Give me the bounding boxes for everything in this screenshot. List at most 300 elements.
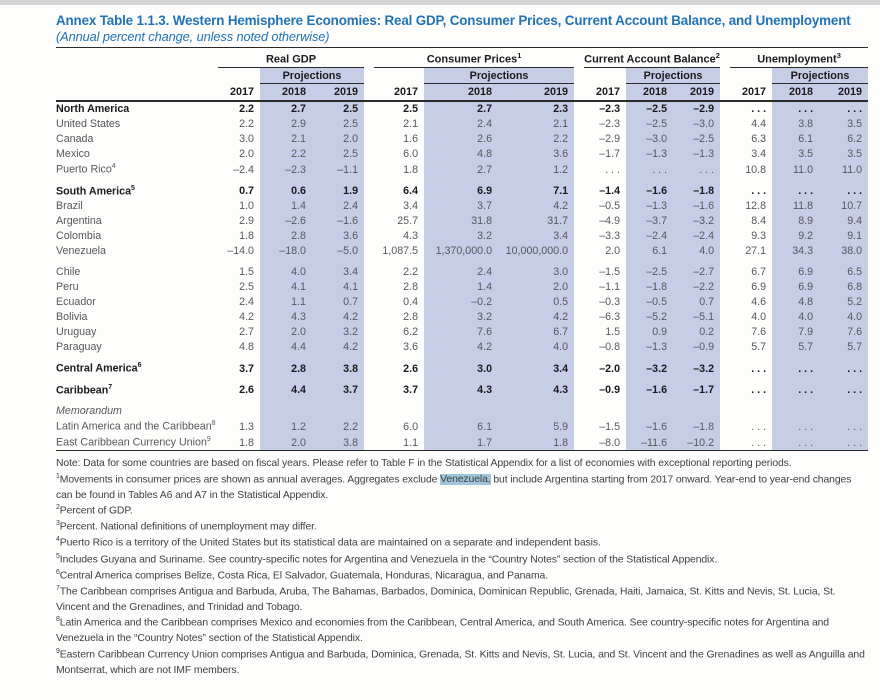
value-cell: –2.5	[626, 101, 673, 117]
value-cell: 6.3	[751, 133, 767, 146]
value-cell: 4.0	[819, 310, 868, 325]
value-cell: 11.0	[772, 162, 819, 178]
value-cell	[424, 404, 498, 419]
value-cell: –2.5	[673, 132, 720, 147]
row-label: United States	[56, 118, 121, 131]
value-cell: 4.2	[239, 311, 254, 324]
column-gap	[364, 214, 374, 229]
column-gap	[364, 310, 374, 325]
table-row	[56, 117, 868, 132]
value-cell: 2.2	[260, 147, 312, 162]
value-cell: –11.6	[626, 434, 673, 450]
year-header: 2019	[312, 83, 364, 101]
column-gap	[574, 132, 584, 147]
footnote-marker: 4	[56, 536, 60, 544]
value-cell: –1.8	[673, 183, 720, 199]
value-cell: 2.2	[239, 103, 254, 116]
footnote-marker: 6	[56, 568, 60, 576]
value-cell: 2.7	[424, 162, 498, 178]
value-cell: 2.9	[239, 215, 254, 228]
value-cell: 6.1	[626, 244, 673, 259]
column-gap	[208, 280, 218, 295]
column-gap	[208, 244, 218, 259]
value-cell: 9.2	[772, 229, 819, 244]
value-cell: 1.5	[239, 266, 254, 279]
value-cell: 2.0	[312, 132, 364, 147]
value-cell: 11.8	[772, 199, 819, 214]
value-cell: 2.3	[498, 101, 574, 117]
column-gap	[364, 325, 374, 340]
value-cell: –3.2	[626, 361, 673, 377]
value-cell: –2.3	[599, 118, 621, 131]
column-gap	[574, 295, 584, 310]
value-cell: 2.2	[312, 419, 364, 435]
group-label: Real GDP	[265, 53, 317, 66]
value-cell: 2.2	[239, 118, 254, 131]
value-cell: 3.0	[239, 133, 254, 146]
value-cell: 4.6	[751, 296, 767, 309]
value-cell: 8.4	[751, 215, 767, 228]
value-cell: 4.4	[260, 382, 312, 398]
value-cell: 7.6	[424, 325, 498, 340]
column-gap	[364, 295, 374, 310]
value-cell	[498, 404, 574, 419]
value-cell: –10.2	[673, 434, 720, 450]
value-cell: 2.1	[260, 132, 312, 147]
column-gap	[208, 48, 218, 68]
value-cell: . . .	[751, 384, 767, 397]
column-gap	[364, 382, 374, 398]
column-gap	[208, 199, 218, 214]
value-cell: 2.0	[260, 325, 312, 340]
column-gap	[574, 162, 584, 178]
column-gap	[208, 265, 218, 280]
column-gap	[574, 183, 584, 199]
value-cell: 2.5	[403, 103, 419, 116]
footnote: $^6$Central America comprises Belize, Costa Rica, El Salvador, Guatemala, Honduras, Nicaragua, and Panama.	[56, 568, 549, 582]
value-cell: 1,370,000.0	[424, 244, 498, 259]
row-label: North America	[56, 103, 130, 116]
value-cell: 6.8	[819, 280, 868, 295]
footnote: $^7$The Caribbean comprises Antigua and Barbuda, Aruba, The Bahamas, Barbados, Dominica, Dominican Republic, Grenada, Haiti, Jamaica, St. Kitts and Nevis, St. Lucia, St. Vincent and the Grenadines, and Trinidad and Tobago.	[56, 584, 836, 613]
value-cell: –1.6	[626, 382, 673, 398]
column-gap	[364, 132, 374, 147]
value-cell: 4.2	[312, 340, 364, 355]
column-gap	[208, 101, 218, 117]
value-cell: . . .	[819, 101, 868, 117]
value-cell: 10.7	[819, 199, 868, 214]
value-cell: 12.8	[745, 200, 767, 213]
value-cell	[772, 404, 819, 419]
value-cell: 6.7	[498, 325, 574, 340]
value-cell: 2.8	[260, 361, 312, 377]
value-cell: 1.4	[260, 199, 312, 214]
value-cell: 2.0	[605, 245, 621, 258]
value-cell: . . .	[751, 362, 767, 375]
row-label: Caribbean$^7$	[56, 383, 113, 397]
column-gap	[208, 214, 218, 229]
row-label: Colombia	[56, 230, 102, 243]
column-gap	[574, 147, 584, 162]
value-cell: –0.5	[599, 200, 621, 213]
value-cell: 34.3	[772, 244, 819, 259]
group-header-row	[56, 48, 868, 68]
value-cell: 1.8	[239, 230, 254, 243]
column-gap	[720, 382, 730, 398]
value-cell: 4.0	[498, 340, 574, 355]
value-cell: –3.0	[626, 132, 673, 147]
value-cell: 4.4	[751, 118, 767, 131]
footnote: $^4$Puerto Rico is a territory of the United States but its statistical data are maintained on a separate and independent basis.	[56, 536, 601, 549]
value-cell: –3.2	[673, 214, 720, 229]
column-gap	[364, 83, 374, 101]
value-cell: 0.6	[260, 183, 312, 199]
value-cell: 2.4	[424, 265, 498, 280]
column-gap	[574, 310, 584, 325]
value-cell: 6.1	[424, 419, 498, 435]
column-gap	[208, 295, 218, 310]
value-cell: –0.9	[599, 384, 621, 397]
value-cell: . . .	[772, 101, 819, 117]
value-cell: 2.4	[312, 199, 364, 214]
row-label: Mexico	[56, 148, 90, 161]
footnote: $^9$Eastern Caribbean Currency Union comprises Antigua and Barbuda, Dominica, Grenada, St. Kitts and Nevis, St. Lucia, and St. Vincent and the Grenadines as well as Anguilla and Montserrat, which are not IMF members.	[56, 648, 865, 677]
value-cell: –1.4	[599, 185, 621, 198]
value-cell: 3.2	[424, 229, 498, 244]
row-label: Central America$^6$	[56, 362, 142, 375]
column-gap	[208, 361, 218, 377]
column-gap	[574, 265, 584, 280]
column-gap	[574, 280, 584, 295]
value-cell: 6.0	[403, 420, 419, 433]
column-gap	[720, 265, 730, 280]
footnote-marker: 2	[56, 504, 60, 512]
column-gap	[364, 67, 374, 83]
value-cell: 9.1	[819, 229, 868, 244]
value-cell: 3.7	[424, 199, 498, 214]
footnote: Note: Data for some countries are based on fiscal years. Please refer to Table F in the Statistical Appendix for a list of economies with exceptional reporting periods.	[56, 458, 792, 470]
value-cell: . . .	[772, 361, 819, 377]
value-cell: –1.3	[626, 340, 673, 355]
column-gap	[208, 117, 218, 132]
row-label: Chile	[56, 266, 81, 279]
column-gap	[720, 244, 730, 259]
value-cell: 1.0	[239, 200, 254, 213]
table-row	[56, 434, 868, 450]
value-cell: –1.3	[626, 199, 673, 214]
value-cell: 5.2	[819, 295, 868, 310]
projections-header: Projections	[424, 67, 574, 83]
table-row	[56, 404, 868, 419]
value-cell: 1.8	[218, 434, 260, 450]
year-header: 2018	[772, 83, 819, 101]
value-cell: 3.4	[498, 229, 574, 244]
value-cell: –2.4	[233, 163, 254, 176]
projections-header: Projections	[260, 67, 364, 83]
value-cell: –1.6	[626, 419, 673, 435]
value-cell: 0.7	[239, 185, 254, 198]
column-gap	[720, 361, 730, 377]
column-gap	[574, 214, 584, 229]
value-cell: 3.4	[751, 148, 767, 161]
value-cell: . . .	[772, 183, 819, 199]
value-cell: –5.0	[312, 244, 364, 259]
column-gap	[720, 325, 730, 340]
value-cell: 1.4	[424, 280, 498, 295]
value-cell: 3.2	[312, 325, 364, 340]
table-row	[56, 183, 868, 199]
value-cell: 2.5	[312, 101, 364, 117]
year-2017-spacer	[584, 67, 626, 83]
value-cell: 6.2	[403, 326, 419, 339]
value-cell	[584, 404, 626, 419]
value-cell: 0.7	[673, 295, 720, 310]
value-cell: 6.1	[772, 132, 819, 147]
value-cell	[626, 404, 673, 419]
value-cell: –1.6	[673, 199, 720, 214]
value-cell: 1.9	[312, 183, 364, 199]
column-gap	[720, 162, 730, 178]
column-gap	[720, 147, 730, 162]
value-cell: 3.8	[312, 434, 364, 450]
column-gap	[574, 340, 584, 355]
table-row	[56, 244, 868, 259]
value-cell: 2.5	[239, 281, 254, 294]
value-cell: 6.9	[772, 265, 819, 280]
value-cell: –1.1	[599, 281, 621, 294]
value-cell: 3.7	[312, 382, 364, 398]
value-cell: 3.5	[819, 147, 868, 162]
value-cell: . . .	[772, 419, 819, 435]
value-cell: 4.3	[498, 382, 574, 398]
value-cell: –0.5	[626, 295, 673, 310]
column-gap	[364, 361, 374, 377]
group-label: Unemployment	[757, 53, 837, 66]
year-2017-spacer	[374, 67, 424, 83]
value-cell: 3.6	[312, 229, 364, 244]
column-gap	[574, 229, 584, 244]
value-cell: 2.7	[424, 101, 498, 117]
column-gap	[364, 265, 374, 280]
row-label: South America$^5$	[56, 184, 135, 198]
projections-header: Projections	[626, 67, 720, 83]
value-cell: –1.8	[673, 419, 720, 435]
value-cell: 4.0	[772, 310, 819, 325]
years-row	[56, 83, 868, 101]
column-gap	[720, 229, 730, 244]
footnote-marker: 3	[836, 51, 841, 60]
value-cell: 5.9	[498, 419, 574, 435]
column-group-current-account	[584, 48, 720, 68]
column-gap	[720, 183, 730, 199]
page-content	[0, 5, 880, 679]
value-cell: 7.9	[772, 325, 819, 340]
table-row	[56, 265, 868, 280]
value-cell: –5.2	[626, 310, 673, 325]
table-row	[56, 382, 868, 398]
value-cell	[260, 404, 312, 419]
value-cell: 5.7	[772, 340, 819, 355]
value-cell: –6.3	[599, 311, 621, 324]
value-cell: –3.3	[599, 230, 621, 243]
column-gap	[364, 48, 374, 68]
value-cell: 4.0	[260, 265, 312, 280]
column-gap	[720, 310, 730, 325]
value-cell: –1.1	[312, 162, 364, 178]
value-cell: 27.1	[745, 245, 767, 258]
row-label: Puerto Rico$^4$	[56, 163, 116, 176]
value-cell: 6.4	[403, 185, 419, 198]
value-cell	[374, 404, 424, 419]
value-cell: 2.2	[403, 266, 419, 279]
group-label: Current Account Balance	[584, 53, 716, 66]
column-gap	[364, 101, 374, 117]
column-gap	[720, 280, 730, 295]
column-group-real-gdp	[218, 48, 364, 68]
year-2017-spacer	[730, 67, 772, 83]
group-label: Consumer Prices	[426, 53, 518, 66]
value-cell: –1.5	[599, 266, 621, 279]
column-gap	[208, 132, 218, 147]
column-gap	[208, 67, 218, 83]
value-cell: 2.5	[312, 147, 364, 162]
table-row	[56, 229, 868, 244]
value-cell: 2.6	[403, 362, 419, 375]
value-cell: 7.6	[751, 326, 767, 339]
column-gap	[574, 244, 584, 259]
value-cell: 2.6	[239, 384, 254, 397]
value-cell: 2.0	[260, 434, 312, 450]
value-cell: 3.7	[403, 384, 419, 397]
value-cell: 4.3	[403, 230, 419, 243]
value-cell: –2.3	[599, 103, 621, 116]
value-cell: 3.4	[498, 361, 574, 377]
value-cell: 2.8	[403, 311, 419, 324]
table-subtitle: (Annual percent change, unless noted otherwise)	[56, 29, 330, 44]
value-cell: 4.2	[498, 199, 574, 214]
row-label: Uruguay	[56, 326, 97, 339]
value-cell: –1.6	[626, 183, 673, 199]
value-cell: –3.0	[673, 117, 720, 132]
notes	[56, 456, 868, 679]
value-cell: 4.2	[424, 340, 498, 355]
footnote-marker: 1	[56, 472, 60, 480]
value-cell: 2.8	[260, 229, 312, 244]
column-gap	[208, 340, 218, 355]
column-gap	[574, 325, 584, 340]
table-row	[56, 310, 868, 325]
value-cell: 4.2	[312, 310, 364, 325]
value-cell: 1.8	[498, 434, 574, 450]
column-gap	[720, 199, 730, 214]
column-gap	[720, 214, 730, 229]
column-gap	[574, 199, 584, 214]
value-cell: 10.8	[745, 163, 767, 176]
row-label: Ecuador	[56, 296, 96, 309]
year-header: 2019	[673, 83, 720, 101]
column-gap	[574, 382, 584, 398]
footnote: $^3$Percent. National definitions of unemployment may differ.	[56, 520, 317, 533]
value-cell: 6.0	[403, 148, 419, 161]
value-cell: 6.9	[424, 183, 498, 199]
value-cell: –1.7	[599, 148, 621, 161]
value-cell: –0.9	[673, 340, 720, 355]
column-gap	[208, 325, 218, 340]
value-cell: 11.0	[819, 162, 868, 178]
year-header: 2017	[374, 83, 424, 101]
value-cell: 1.8	[403, 163, 419, 176]
table-row	[56, 147, 868, 162]
projections-header: Projections	[772, 67, 868, 83]
column-gap	[208, 310, 218, 325]
value-cell: 0.7	[312, 295, 364, 310]
footnote-marker: 7	[56, 584, 60, 592]
value-cell: 6.9	[772, 280, 819, 295]
value-cell: 3.6	[403, 341, 419, 354]
value-cell: . . .	[819, 434, 868, 450]
column-gap	[364, 183, 374, 199]
footnote: $^2$Percent of GDP.	[56, 504, 133, 517]
value-cell: . . .	[751, 103, 767, 116]
value-cell: . . .	[730, 434, 772, 450]
column-gap	[208, 162, 218, 178]
value-cell	[819, 404, 868, 419]
value-cell: . . .	[819, 419, 868, 435]
column-gap	[720, 101, 730, 117]
label-column-spacer	[56, 67, 208, 83]
value-cell: 4.0	[673, 244, 720, 259]
table-row	[56, 419, 868, 435]
value-cell: . . .	[751, 185, 767, 198]
value-cell: 3.7	[239, 362, 254, 375]
value-cell: 9.3	[751, 230, 767, 243]
row-label: Memorandum	[56, 405, 122, 418]
table-body	[56, 101, 868, 451]
table-row	[56, 280, 868, 295]
value-cell: 5.7	[819, 340, 868, 355]
footnote: $^5$Includes Guyana and Suriname. See country-specific notes for Argentina and Venezuela in the “Country Notes” section of the Statistical Appendix.	[56, 552, 718, 566]
value-cell: –2.6	[260, 214, 312, 229]
column-gap	[720, 434, 730, 450]
table-row	[56, 361, 868, 377]
value-cell: 0.5	[498, 295, 574, 310]
table-row	[56, 199, 868, 214]
value-cell: –2.5	[626, 117, 673, 132]
value-cell: . . .	[605, 163, 621, 176]
value-cell: 5.7	[751, 341, 767, 354]
value-cell	[730, 404, 772, 419]
row-label: Venezuela	[56, 245, 106, 258]
value-cell	[673, 404, 720, 419]
value-cell: 38.0	[819, 244, 868, 259]
table-row	[56, 162, 868, 178]
column-gap	[720, 67, 730, 83]
column-gap	[364, 199, 374, 214]
value-cell: 10,000,000.0	[498, 244, 574, 259]
value-cell: 2.6	[424, 132, 498, 147]
value-cell: . . .	[819, 382, 868, 398]
value-cell: 2.7	[260, 101, 312, 117]
value-cell: 2.0	[498, 280, 574, 295]
value-cell	[312, 404, 364, 419]
column-gap	[208, 147, 218, 162]
column-gap	[574, 404, 584, 419]
value-cell: –2.7	[673, 265, 720, 280]
column-gap	[364, 229, 374, 244]
value-cell: 3.5	[772, 147, 819, 162]
column-gap	[208, 229, 218, 244]
value-cell: 1.5	[605, 326, 621, 339]
